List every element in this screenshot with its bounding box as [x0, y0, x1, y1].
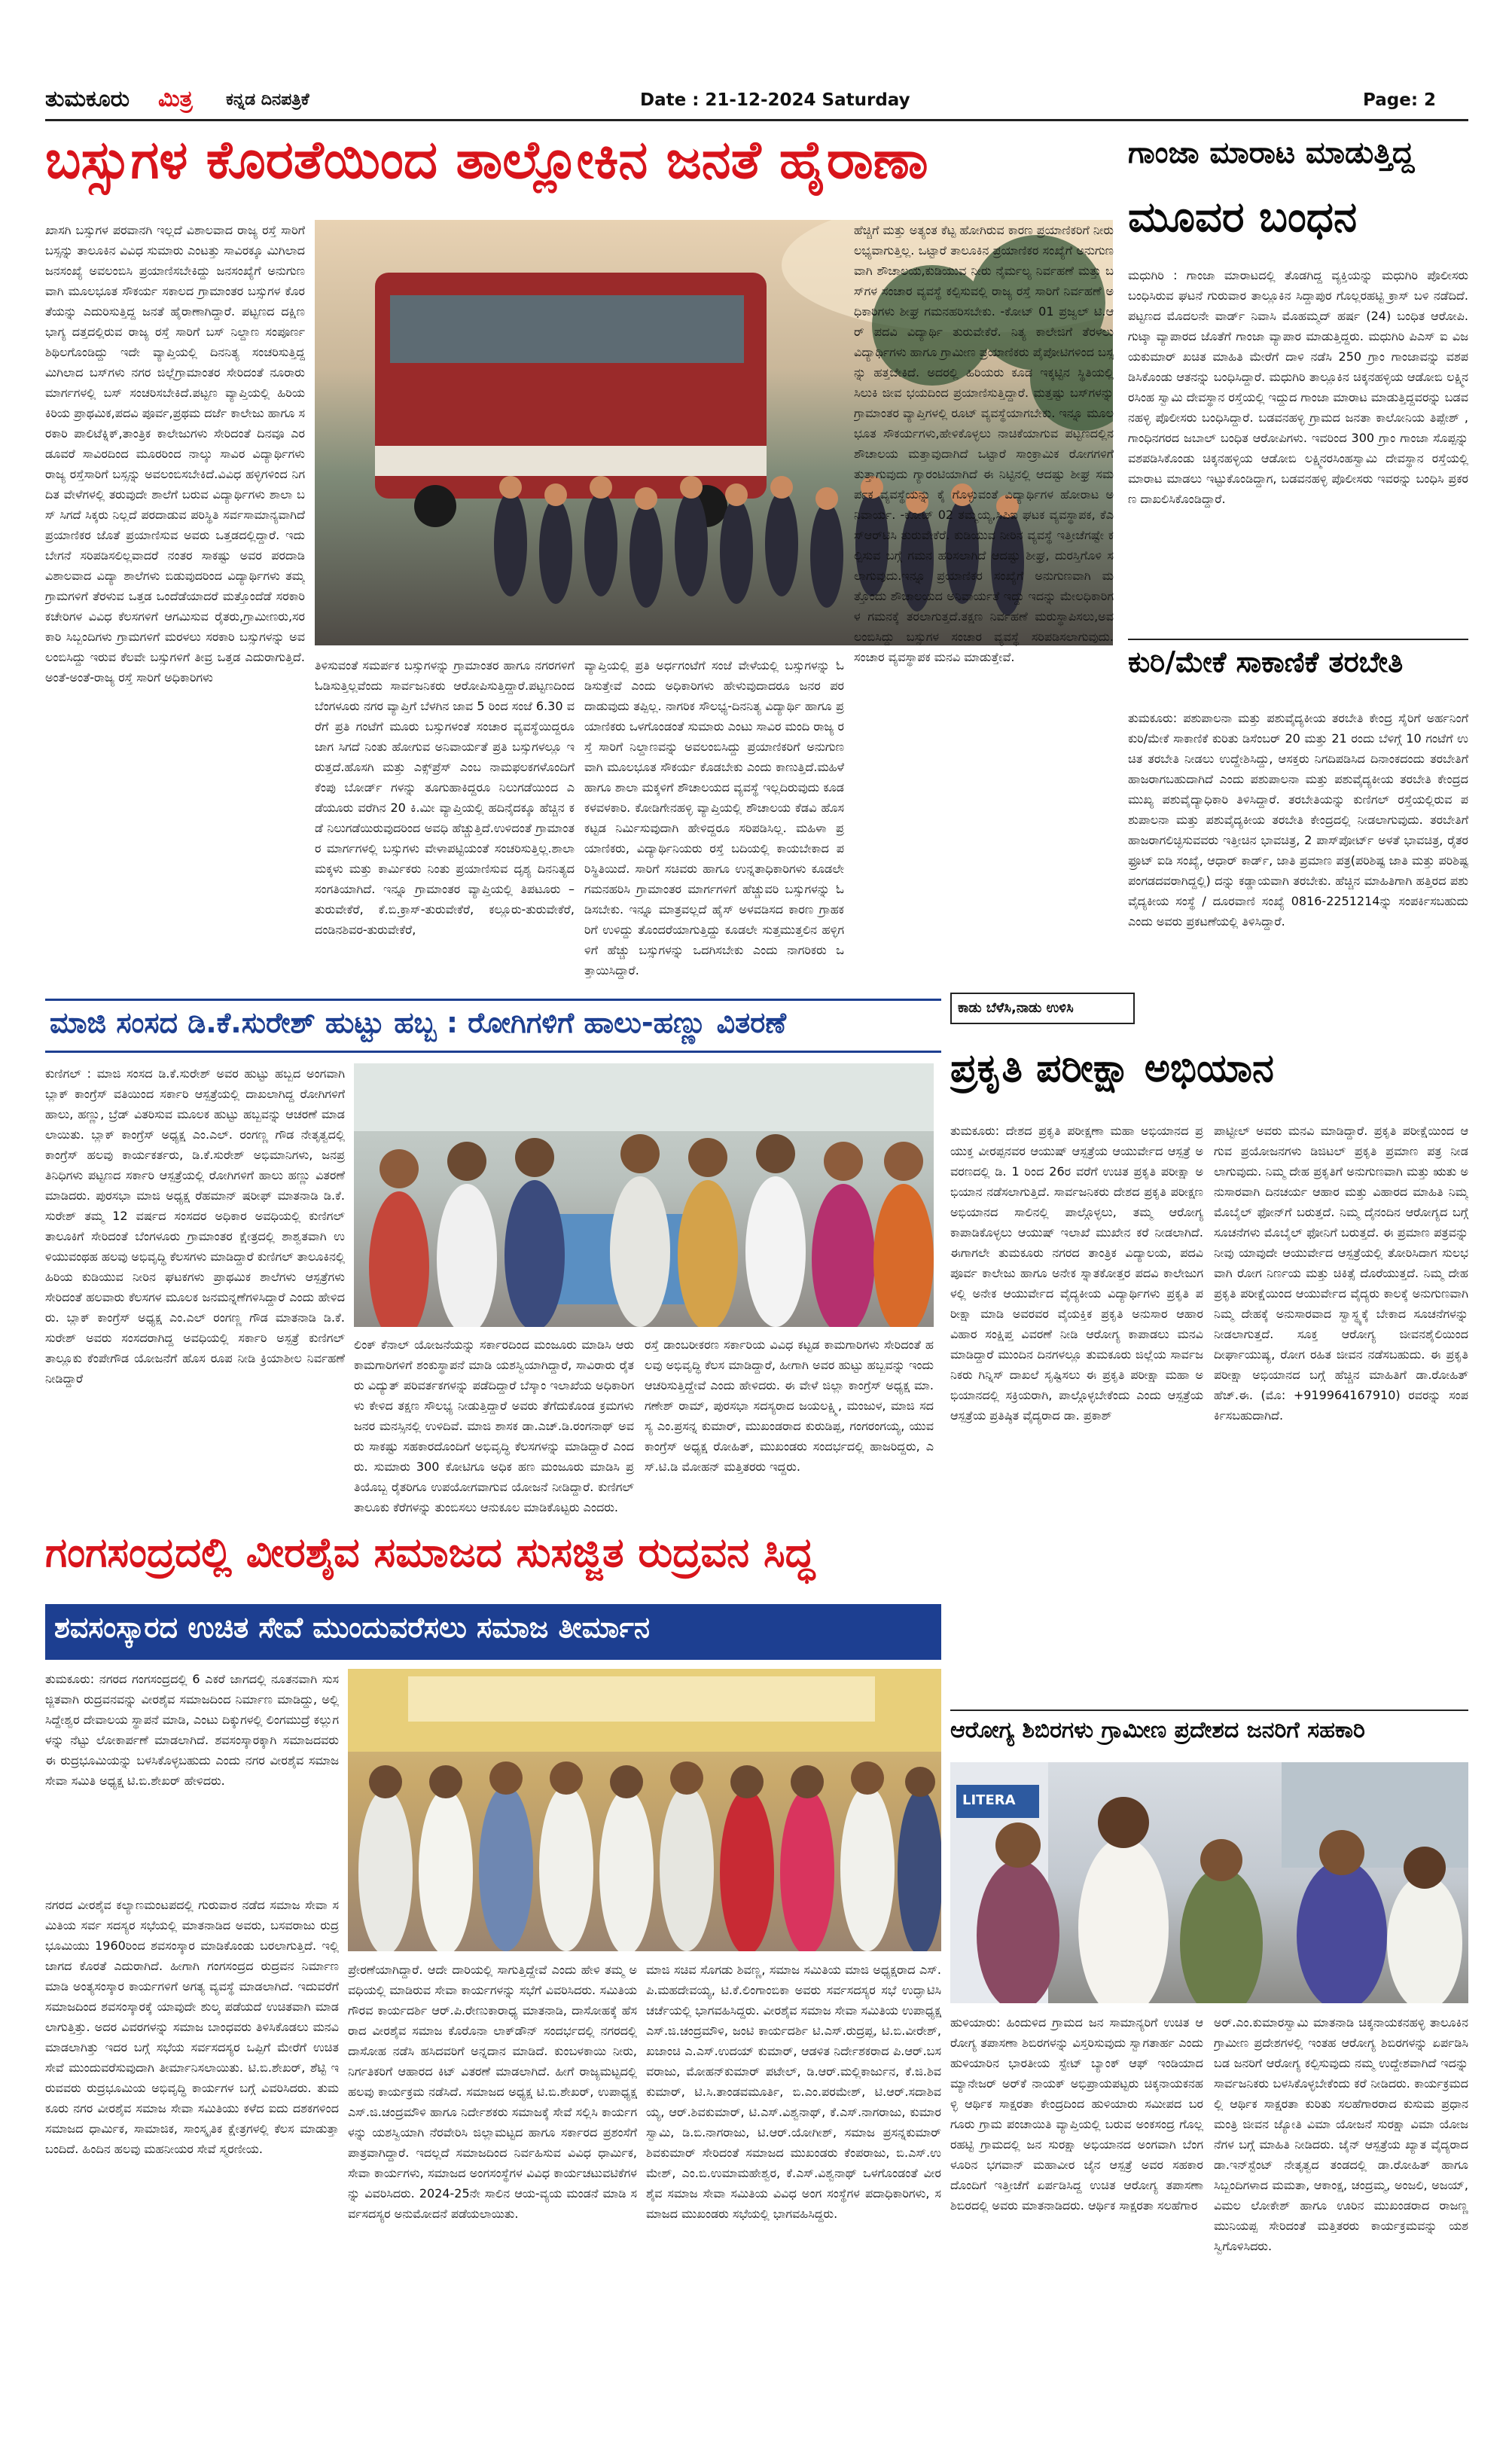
- sheep-goat-training-body: ತುಮಕೂರು: ಪಶುಪಾಲನಾ ಮತ್ತು ಪಶುವೈದ್ಯಕೀಯ ತರಬೇತಿ ಕೇಂದ್ರ ಸೈರಿಗೆ ಅರ್ಹನಿಂಗೆ ಕುರಿ/ಮೇಕೆ ಸಾಕಾಣಿಕೆ ಕುರಿತು ಡಿಸೆಂಬರ್ 20 ಮತ್ತು 21 ರಂದು ಬೆಳಿಗ್ಗೆ 10 ಗಂಟೆಗೆ ಉಚಿತ ತರಬೇತಿ ನೀಡಲು ಉದ್ದೇಶಿಸಿದ್ದು, ಆಸಕ್ತರು ನಿಗದಿಪಡಿಸಿದ ದಿನಾಂಕದಂದು ತರಬೇತಿಗೆ ಹಾಜರಾಗಬಹುದಾಗಿದೆ ಎಂದು ಪಶುಪಾಲನಾ ಮತ್ತು ಪಶುವೈದ್ಯಕೀಯ ತರಬೇತಿ ಕೇಂದ್ರದ ಮುಖ್ಯ ಪಶುವೈದ್ಯಾಧಿಕಾರಿ ತಿಳಿಸಿದ್ದಾರೆ. ತರಬೇತಿಯನ್ನು ಕುಣಿಗಲ್ ರಸ್ತೆಯಲ್ಲಿರುವ ಪಶುಪಾಲನಾ ಮತ್ತು ಪಶುವೈದ್ಯಕೀಯ ತರಬೇತಿ ಕೇಂದ್ರದಲ್ಲಿ ನೀಡಲಾಗುವುದು. ತರಬೇತಿಗೆ ಹಾಜರಾಗಲಿಚ್ಛಿಸುವವರು ಇತ್ತೀಚಿನ ಭಾವಚಿತ್ರ, 2 ಪಾಸ್‌ಪೋರ್ಟ್ ಅಳತೆ ಭಾವಚಿತ್ರ, ರೈತರ ಫ್ರೂಟ್ ಐಡಿ ಸಂಖ್ಯೆ, ಆಧಾರ್ ಕಾರ್ಡ್, ಜಾತಿ ಪ್ರಮಾಣ ಪತ್ರ(ಪರಿಶಿಷ್ಟ ಜಾತಿ ಮತ್ತು ಪರಿಶಿಷ್ಟ ಪಂಗಡದವರಾಗಿದ್ದಲ್ಲಿ) ದನ್ನು ಕಡ್ಡಾಯವಾಗಿ ತರಬೇಕು. ಹೆಚ್ಚಿನ ಮಾಹಿತಿಗಾಗಿ ಹತ್ತಿರದ ಪಶು ವೈದ್ಯಕೀಯ ಸಂಸ್ಥೆ / ದೂರವಾಣಿ ಸಂಖ್ಯೆ 0816-2251214ನ್ನು ಸಂಪರ್ಕಿಸಬಹುದು ಎಂದು ಅವರು ಪ್ರಕಟಣೆಯಲ್ಲಿ ತಿಳಿಸಿದ್ದಾರೆ.: [1128, 711, 1468, 929]
- ad-box-text: ಕಾಡು ಬೆಳೆಸಿ,ನಾಡು ಉಳಿಸಿ: [958, 1000, 1074, 1016]
- gangasandra-story-col1b: ನಗರದ ವೀರಶೈವ ಕಲ್ಯಾಣಮಂಟಪದಲ್ಲಿ ಗುರುವಾರ ನಡೆದ ಸಮಾಜ ಸೇವಾ ಸಮಿತಿಯ ಸರ್ವ ಸದಸ್ಯರ ಸಭೆಯಲ್ಲಿ ಮಾತನಾಡಿದ ಅವರು, ಬಸವರಾಜು ರುದ್ರಭೂಮಿಯು 1960ರಿಂದ ಶವಸಂಸ್ಕಾರ ಮಾಡಿಕೊಂಡು ಬರಲಾಗುತ್ತಿದೆ. ಇಲ್ಲಿ ಜಾಗದ ಕೊರತೆ ಎದುರಾಗಿದೆ. ಹೀಗಾಗಿ ಗಂಗಸಂದ್ರದ ರುದ್ರವನ ನಿರ್ಮಾಣ ಮಾಡಿ ಅಂತ್ಯಸಂಸ್ಕಾರ ಕಾರ್ಯಗಳಿಗೆ ಅಗತ್ಯ ವ್ಯವಸ್ಥೆ ಮಾಡಲಾಗಿದೆ. ಇದುವರೆಗೆ ಸಮಾಜದಿಂದ ಶವಸಂಸ್ಕಾರಕ್ಕೆ ಯಾವುದೇ ಶುಲ್ಕ ಪಡೆಯದೆ ಉಚಿತವಾಗಿ ಮಾಡಲಾಗುತ್ತಿತ್ತು. ಅದರ ವಿವರಗಳನ್ನು ಸಮಾಜ ಬಾಂಧವರು ತಿಳಿಸಿಕೊಡಲು ಮನವಿ ಮಾಡಲಾಗಿತ್ತು ಇದರ ಬಗ್ಗೆ ಸಭೆಯ ಸರ್ವಸದಸ್ಯರ ಒಪ್ಪಿಗೆ ಮೇರೆಗೆ ಉಚಿತ ಸೇವೆ ಮುಂದುವರೆಸುವುದಾಗಿ ತೀರ್ಮಾನಿಸಲಾಯಿತು. ಟಿ.ಬಿ.ಶೇಖರ್, ಶೆಟ್ಟಿ ಇರುವವರು ರುದ್ರಭೂಮಿಯ ಅಭಿವೃದ್ಧಿ ಕಾರ್ಯಗಳ ಬಗ್ಗೆ ವಿವರಿಸಿದರು. ತುಮಕೂರು ನಗರ ವೀರಶೈವ ಸಮಾಜ ಸೇವಾ ಸಮಿತಿಯು ಕಳೆದ ಐದು ದಶಕಗಳಿಂದ ಸಮಾಜದ ಧಾರ್ಮಿಕ, ಸಾಮಾಜಿಕ, ಸಾಂಸ್ಕೃತಿಕ ಕ್ಷೇತ್ರಗಳಲ್ಲಿ ಕೆಲಸ ಮಾಡುತ್ತಾ ಬಂದಿದೆ. ಹಿಂದಿನ ಹಲವು ಮಹನೀಯರ ಸೇವೆ ಸ್ಮರಣೀಯ.: [45, 1898, 339, 2156]
- hospital-photo-illustration: [354, 1063, 934, 1327]
- health-camp-photo-sign: [956, 1785, 1039, 1818]
- bus-story-col1: ಖಾಸಗಿ ಬಸ್ಸುಗಳ ಪರವಾನಗಿ ಇಲ್ಲದೆ ವಿಶಾಲವಾದ ರಾಜ್ಯ ರಸ್ತೆ ಸಾರಿಗೆ ಬಸ್ಸನ್ನು ತಾಲೂಕಿನ ವಿವಿಧ ಸುಮಾರು ಎಂಟತ್ತು ಸಾವಿರಕ್ಕೂ ಮಿಗಿಲಾದ ಜನಸಂಖ್ಯೆ ಅವಲಂಬಿಸಿ ಪ್ರಯಾಣಿಸಬೇಕಿದ್ದು ಜನಸಂಖ್ಯೆಗೆ ಅನುಗುಣವಾಗಿ ಮೂಲಭೂತ ಸೌಕರ್ಯ ಸಕಾಲದ ಗ್ರಾಮಾಂತರ ಬಸ್ಸುಗಳ ಕೊರತೆಯನ್ನು ಎದುರಿಸುತ್ತಿದ್ದ ಜನತೆ ಹೈರಾಣಾಗಿದ್ದಾರೆ. ಪಟ್ಟಣದ ದಕ್ಷಿಣಭಾಗ್ಯ ದತ್ತದಲ್ಲಿರುವ ರಾಜ್ಯ ರಸ್ತೆ ಸಾರಿಗೆ ಬಸ್ ನಿಲ್ದಾಣ ಸಂಪೂರ್ಣ ಶಿಥಿಲಗೊಂಡಿದ್ದು ಇದೇ ವ್ಯಾಪ್ತಿಯಲ್ಲಿ ದಿನನಿತ್ಯ ಸಂಚರಿಸುತ್ತಿದ್ದ ಮಿಗಿಲಾದ ಬಸ್‌ಗಳು ನಗರ ಜಿಲ್ಲೆಗ್ರಾಮಾಂತರ ಸೇರಿದಂತೆ ನೂರಾರು ಮಾರ್ಗಗಳಲ್ಲಿ ಬಸ್ ಸಂಚರಿಸಬೇಕಿದೆ.ಪಟ್ಟಣ ವ್ಯಾಪ್ತಿಯಲ್ಲಿ ಹಿರಿಯ ಕಿರಿಯ ಪ್ರಾಥಮಿಕ,ಪದವಿ ಪೂರ್ವ,ಪ್ರಥಮ ದರ್ಜೆ ಕಾಲೇಜು ಹಾಗೂ ಸರಕಾರಿ ಪಾಲಿಟೆಕ್ನಿಕ್,ತಾಂತ್ರಿಕ ಕಾಲೇಜುಗಳು ಸೇರಿದಂತೆ ದಿನವೂ ಎರಡೂವರೆ ಸಾವಿರದಿಂದ ಮೂರರಿಂದ ನಾಲ್ಕು ಸಾವಿರ ವಿದ್ಯಾರ್ಥಿಗಳು ರಾಜ್ಯ ರಸ್ತೆಸಾರಿಗೆ ಬಸ್ಸನ್ನು ಅವಲಂಬಿಸಬೇಕಿದೆ.ವಿವಿಧ ಹಳ್ಳಿಗಳಿಂದ ನಿಗದಿತ ವೇಳೆಗಳಲ್ಲಿ ತರುವುದೇ ಶಾಲೆಗೆ ಬರುವ ವಿದ್ಯಾರ್ಥಿಗಳು ಶಾಲಾ ಬಸ್ ಸಿಗದೆ ಸಿಕ್ಕರು ನಿಲ್ಲದೆ ಪರದಾಡುವ ಪರಿಸ್ಥಿತಿ ಸರ್ವಸಾಮಾನ್ಯವಾಗಿದೆ ಪ್ರಯಾಣಿಕರ ಜೊತೆ ಪ್ರಯಾಣಿಸುವ ಅವರು ಒತ್ತಡದಲ್ಲಿದ್ದಾರೆ. ಇದು ಬೇಗನೆ ಸರಿಪಡಿಸಲಿಲ್ಲವಾದರೆ ನಂತರ ಸಾಕಷ್ಟು ಅವರ ಪರದಾಡಿ ವಿಶಾಲವಾದ ವಿದ್ಯಾ ಶಾಲೆಗಳು ಬಿಡುವುದರಿಂದ ವಿದ್ಯಾರ್ಥಿಗಳು ತಮ್ಮ ಗ್ರಾಮಗಳಿಗೆ ತೆರಳುವ ಒತ್ತಡ ಒಂದೆಡೆಯಾದರೆ ಮತ್ತೊಂದೆಡೆ ಸರಕಾರಿ ಕಚೇರಿಗಳ ವಿವಿಧ ಕೆಲಸಗಳಿಗೆ ಆಗಮಿಸುವ ರೈತರು,ಗ್ರಾಮೀಣರು,ಸರಕಾರಿ ಸಿಬ್ಬಂದಿಗಳು ಗ್ರಾಮಗಳಿಗೆ ಮರಳಲು ಸರಕಾರಿ ಬಸ್ಸುಗಳನ್ನು ಅವಲಂಬಿಸಿದ್ದು ಇರುವ ಕೆಲವೇ ಬಸ್ಸುಗಳಿಗೆ ತೀವ್ರ ಒತ್ತಡ ಎದುರಾಗುತ್ತಿದೆ. ಅಂತೆ-ಅಂತೆ-ರಾಜ್ಯ ರಸ್ತೆ ಸಾರಿಗೆ ಅಧಿಕಾರಿಗಳು: [45, 223, 305, 685]
- masthead-rule: [45, 119, 1468, 121]
- suresh-story-col3: ರಸ್ತೆ ಡಾಂಬರೀಕರಣ ಸರ್ಕಾರಿಯ ವಿವಿಧ ಕಟ್ಟಡ ಕಾಮಗಾರಿಗಳು ಸೇರಿದಂತೆ ಹಲವು ಅಭಿವೃದ್ಧಿ ಕೆಲಸ ಮಾಡಿದ್ದಾರೆ, ಹೀಗಾಗಿ ಅವರ ಹುಟ್ಟು ಹಬ್ಬವನ್ನು ಇಂದು ಆಚರಿಸುತ್ತಿದ್ದೇವೆ ಎಂದು ಹೇಳಿದರು. ಈ ವೇಳೆ ಜಿಲ್ಲಾ ಕಾಂಗ್ರೆಸ್ ಅಧ್ಯಕ್ಷ ಮಾ.ಗಣೇಶ್ ರಾಮ್, ಪುರಸಭಾ ಸದಸ್ಯರಾದ ಜಯಲಕ್ಷ್ಮಿ, ಮಂಜುಳ, ಮಾಜಿ ಸದಸ್ಯ ಎಂ.ಪ್ರಸನ್ನ ಕುಮಾರ್, ಮುಖಂಡರಾದ ಕುರುಡಿಪ್ಪ, ಗಂಗರಂಗಯ್ಯ, ಯುವ ಕಾಂಗ್ರೆಸ್ ಅಧ್ಯಕ್ಷ ರೋಹಿತ್, ಮುಖಂಡರು ಸಂದರ್ಭದಲ್ಲಿ ಹಾಜರಿದ್ದರು, ಎಸ್.ಟಿ.ಡಿ ಮೋಹನ್ ಮತ್ತಿತರರು ಇದ್ದರು.: [645, 1337, 934, 1474]
- gangasandra-story-col3: ಮಾಜಿ ಸಚಿವ ಸೊಗಡು ಶಿವಣ್ಣ, ಸಮಾಜ ಸಮಿತಿಯ ಮಾಜಿ ಅಧ್ಯಕ್ಷರಾದ ಎಸ್.ಪಿ.ಮಹದೇವಯ್ಯ, ಟಿ.ಕೆ.ಲಿಂಗಾಂಬಿಕಾ ಅವರು ಸರ್ವಸದಸ್ಯರ ಸಭೆ ಉದ್ಘಾಟಿಸಿ ಚರ್ಚೆಯಲ್ಲಿ ಭಾಗವಹಿಸಿದ್ದರು. ವೀರಶೈವ ಸಮಾಜ ಸೇವಾ ಸಮಿತಿಯ ಉಪಾಧ್ಯಕ್ಷ ಎಸ್.ಜಿ.ಚಂದ್ರಮೌಳಿ, ಜಂಟಿ ಕಾರ್ಯದರ್ಶಿ ಟಿ.ಎಸ್.ರುದ್ರಪ್ಪ, ಟಿ.ಬಿ.ವೀರೇಶ್, ಖಜಾಂಚಿ ಎ.ಎಸ್.ಉದಯ್ ಕುಮಾರ್, ಆಡಳಿತ ನಿರ್ದೇಶಕರಾದ ಪಿ.ಆರ್.ಬಸವರಾಜು, ಮೋಹನ್‌ಕುಮಾರ್ ಪಟೇಲ್, ಡಿ.ಆರ್.ಮಲ್ಲಿಕಾರ್ಜುನ, ಕೆ.ಜಿ.ಶಿವಕುಮಾರ್, ಟಿ.ಸಿ.ತಾಂಡವಮೂರ್ತಿ, ಬಿ.ಎಂ.ಪರಮೇಶ್, ಟಿ.ಆರ್.ಸದಾಶಿವಯ್ಯ, ಆರ್.ಶಿವಕುಮಾರ್, ಟಿ.ಎಸ್.ವಿಶ್ವನಾಥ್, ಕೆ.ಎಸ್.ನಾಗರಾಜು, ಕುಮಾರಸ್ವಾಮಿ, ಡಿ.ಬಿ.ನಾಗರಾಜು, ಟಿ.ಆರ್.ಯೋಗೀಶ್, ಸಮಾಜ ಪ್ರಸನ್ನಕುಮಾರ್ ಶಿವಕುಮಾರ್ ಸೇರಿದಂತೆ ಸಮಾಜದ ಮುಖಂಡರು ಕೆಂಪರಾಜು, ಬಿ.ಎಸ್.ಉಮೇಶ್, ಎಂ.ಬಿ.ಉಮಾಮಹೇಶ್ವರ, ಕೆ.ಎಸ್.ವಿಶ್ವನಾಥ್ ಒಳಗೊಂಡಂತೆ ವೀರಶೈವ ಸಮಾಜ ಸೇವಾ ಸಮಿತಿಯ ವಿವಿಧ ಅಂಗ ಸಂಸ್ಥೆಗಳ ಪದಾಧಿಕಾರಿಗಳು, ಸಮಾಜದ ಮುಖಂಡರು ಸಭೆಯಲ್ಲಿ ಭಾಗವಹಿಸಿದ್ದರು.: [646, 1963, 941, 2221]
- ganja-bottom-rule: [1128, 639, 1468, 640]
- gangasandra-headline: ಗಂಗಸಂದ್ರದಲ್ಲಿ ವೀರಶೈವ ಸಮಾಜದ ಸುಸಜ್ಜಿತ ರುದ್ರವನ ಸಿದ್ಧ: [45, 1532, 815, 1576]
- health-camp-photo: [950, 1762, 1468, 2003]
- meeting-photo-illustration: [348, 1669, 941, 1951]
- health-camp-story-col1: ಹುಳಿಯಾರು: ಹಿಂದುಳಿದ ಗ್ರಾಮದ ಜನ ಸಾಮಾನ್ಯರಿಗೆ ಉಚಿತ ಆರೋಗ್ಯ ತಪಾಸಣಾ ಶಿಬಿರಗಳನ್ನು ವಿಸ್ತರಿಸುವುದು ಸ್ವಾಗತಾರ್ಹ ಎಂದು ಹುಳಿಯಾರಿನ ಭಾರತೀಯ ಸ್ಟೇಟ್ ಬ್ಯಾಂಕ್ ಆಫ್ ಇಂಡಿಯಾದ ಮ್ಯಾನೇಜರ್ ಅರ್‌ಕೆ ನಾಯಕ್ ಅಭಿಪ್ರಾಯಪಟ್ಟರು ಚಿಕ್ಕನಾಯಕನಹಳ್ಳಿ ಆರ್ಥಿಕ ಸಾಕ್ಷರತಾ ಕೇಂದ್ರದಿಂದ ಹುಳಿಯಾರು ಸಮೀಪದ ಬರಗೂರು ಗ್ರಾಮ ಪಂಚಾಯಿತಿ ವ್ಯಾಪ್ತಿಯಲ್ಲಿ ಬರುವ ಅಂಕಸಂದ್ರ ಗೊಲ್ಲರಹಟ್ಟಿ ಗ್ರಾಮದಲ್ಲಿ ಜನ ಸುರಕ್ಷಾ ಅಭಿಯಾನದ ಅಂಗವಾಗಿ ಬೆಂಗಳೂರಿನ ಭಗವಾನ್ ಮಹಾವೀರ ಜೈನ ಆಸ್ಪತ್ರೆ ಅವರ ಸಹಕಾರದೊಂದಿಗೆ ಇತ್ತೀಚೆಗೆ ಏರ್ಪಡಿಸಿದ್ದ ಉಚಿತ ಆರೋಗ್ಯ ತಪಾಸಣಾ ಶಿಬಿರದಲ್ಲಿ ಅವರು ಮಾತನಾಡಿದರು. ಆರ್ಥಿಕ ಸಾಕ್ಷರತಾ ಸಲಹೆಗಾರ: [950, 2015, 1203, 2213]
- prakruti-headline: ಪ್ರಕೃತಿ ಪರೀಕ್ಷಾ ಅಭಿಯಾನ: [950, 1048, 1274, 1091]
- masthead-subtitle: ಕನ್ನಡ ದಿನಪತ್ರಿಕೆ: [226, 90, 309, 109]
- arogya-top-rule: [950, 1710, 1468, 1711]
- masthead-date: Date : 21-12-2024 Saturday: [640, 90, 910, 110]
- bus-story-col4: ಹೆಚ್ಚಿಗೆ ಮತ್ತು ಅತ್ಯಂತ ಕೆಟ್ಟ ಹೋಗಿರುವ ಕಾರಣ ಪ್ರಯಾಣಿಕರಿಗೆ ನೀರು ಲಭ್ಯವಾಗುತ್ತಿಲ್ಲ. ಒಟ್ಟಾರೆ ತಾಲೂಕಿನ ಪ್ರಯಾಣಿಕರ ಸಂಖ್ಯೆಗೆ ಅನುಗುಣವಾಗಿ ಶೌಚಾಲಯ,ಕುಡಿಯುವ ನೀರು ನೈರ್ಮಲ್ಯ ನಿರ್ವಹಣೆ ಮತ್ತು ಬಸ್‌ಗಳ ಸಂಚಾರ ವ್ಯವಸ್ಥೆ ಕಲ್ಪಿಸುವಲ್ಲಿ ರಾಜ್ಯ ರಸ್ತೆ ಸಾರಿಗೆ ನಿರ್ವಹಣೆ ಅಧಿಕಾರಿಗಳು ಶೀಘ್ರ ಗಮನಹರಿಸಬೇಕು. -ಕೋಟ್ 01 ಪ್ರಜ್ವಲ್ ಟಿ.ಆರ್ ಪದವಿ ವಿದ್ಯಾರ್ಥಿ ತುರುವೇಕೆರೆ. ನಿತ್ಯ ಕಾಲೇಜಿಗೆ ತೆರಳಲು ವಿದ್ಯಾರ್ಥಿಗಳು ಹಾಗೂ ಗ್ರಾಮೀಣ ಪ್ರಯಾಣಿಕರು ಪೈಪೋಟಿಗಳಿಂದ ಬಸ್ಸನ್ನು ಹತ್ತಬೇಕಿದೆ. ಅದರಲ್ಲಿ ಹಿರಿಯರು ಕೂಡ ಇಕ್ಕಟ್ಟಿನ ಸ್ಥಿತಿಯಲ್ಲಿ ಸಿಲುಕಿ ಜೀವ ಭಯದಿಂದ ಪ್ರಯಾಣಿಸುತ್ತಿದ್ದಾರೆ. ಮತ್ತಷ್ಟು ಬಸ್‌ಗಳನ್ನು ಗ್ರಾಮಾಂತರ ವ್ಯಾಪ್ತಿಗಳಲ್ಲಿ ರೂಟ್ ವ್ಯವಸ್ಥೆಯಾಗಬೇಕು. ಇನ್ನೂ ಮೂಲಭೂತ ಸೌಕರ್ಯಗಳು,ಹೇಳಿಕೊಳ್ಳಲು ನಾಚಿಕೆಯಾಗುವ ಪಟ್ಟಣದಲ್ಲಿನ ಶೌಚಾಲಯ ಮತ್ತಾವುದಾಗಿದೆ ಒಟ್ಟಾರೆ ಸಾಂಕ್ರಾಮಿಕ ರೋಗಗಳಿಗೆ ತುತ್ತಾಗುವುದು ಗ್ಯಾರಂಟಿಯಾಗಿದೆ ಈ ನಿಟ್ಟಿನಲ್ಲಿ ಆದಷ್ಟು ಶೀಘ್ರ ಸಮರ್ಪಕ ವ್ಯವಸ್ಥೆಯನ್ನು ಕೈ ಗೊಳ್ಳುವಂತೆ ವಿದ್ಯಾರ್ಥಿಗಳ ಹೋರಾಟ ಅನಿವಾರ್ಯ. -ಕೋಟ್ 02 ತಮ್ಮಯ್ಯ,ಸಿಪಿಐ ಘಟಕ ವ್ಯವಸ್ಥಾಪಕ, ಕೆಎಸ್ಆರ್‌ಟಿಸಿ ತುರುವೇಕೆರೆ. ಕುಡಿಯುವ ನೀರಿನ ವ್ಯವಸ್ಥೆ ಇತ್ತೀಚೆಗಷ್ಟೇ ಕಲ್ಪಿಸುವ ಬಗ್ಗೆ ಗಮನ ಹರಿಸಲಾಗಿದೆ ಆದಷ್ಟು ಶೀಘ್ರ, ದುರಸ್ತಿಗೊಳಿ ಸಲಾಗುವುದು.ಇನ್ನೂ ಪ್ರಯಾಣಿಕರ ಸಂಖ್ಯೆಗೆ ಅನುಗುಣವಾಗಿ ಮತ್ತೊಂದು ಶೌಚಾಲಯದ ಅನಿವಾರ್ಯತೆ ಇದ್ದು ಇದನ್ನು ಮೇಲಧಿಕಾರಿಗಳ ಗಮನಕ್ಕೆ ತರಲಾಗುತ್ತದೆ.ತಕ್ಷಣ ನಿರ್ವಹಣೆ ಮರುಸ್ಥಾಪಿಸಲು,ಅವಲಂಬಿಸಿದ್ದು ಬಸ್ಸುಗಳ ಸಂಚಾರ ವ್ಯವಸ್ಥೆ ಸರಿಪಡಿಸಲಾಗುವುದು. ಸಂಚಾರ ವ್ಯವಸ್ಥಾಪಕ ಮನವಿ ಮಾಡುತ್ತೇವೆ.: [854, 223, 1114, 664]
- prakruti-story-col1: ತುಮಕೂರು: ದೇಶದ ಪ್ರಕೃತಿ ಪರೀಕ್ಷಣಾ ಮಹಾ ಅಭಿಯಾನದ ಪ್ರಯುಕ್ತ ವೀರಪ್ಪನವರ ಆಯುಷ್ ಆಸ್ಪತ್ರೆಯ ಆಯುರ್ವೇದ ಆಸ್ಪತ್ರೆ ಅವರಣದಲ್ಲಿ ಡಿ. 1 ರಿಂದ 26ರ ವರೆಗೆ ಉಚಿತ ಪ್ರಕೃತಿ ಪರೀಕ್ಷಾ ಅಭಿಯಾನ ನಡೆಸಲಾಗುತ್ತಿದೆ. ಸಾರ್ವಜನಿಕರು ದೇಶದ ಪ್ರಕೃತಿ ಪರೀಕ್ಷಣ ಅಭಿಯಾನದ ಸಾಲಿನಲ್ಲಿ ಪಾಲ್ಗೊಳ್ಳಲು, ತಮ್ಮ ಆರೋಗ್ಯ ಕಾಪಾಡಿಕೊಳ್ಳಲು ಆಯುಷ್ ಇಲಾಖೆ ಮುಖೇನ ಕರೆ ನೀಡಲಾಗಿದೆ. ಈಗಾಗಲೇ ತುಮಕೂರು ನಗರದ ತಾಂತ್ರಿಕ ವಿದ್ಯಾಲಯ, ಪದವಿ ಪೂರ್ವ ಕಾಲೇಜು ಹಾಗೂ ಅನೇಕ ಸ್ನಾತಕೋತ್ತರ ಪದವಿ ಕಾಲೇಜುಗಳಲ್ಲಿ ಅನೇಕ ಆಯುರ್ವೇದ ವೈದ್ಯಕೀಯ ವಿದ್ಯಾರ್ಥಿಗಳು ಪ್ರಕೃತಿ ಪರೀಕ್ಷಾ ಮಾಡಿ ಅವರವರ ವೈಯಕ್ತಿಕ ಪ್ರಕೃತಿ ಅನುಸಾರ ಆಹಾರ ವಿಹಾರ ಸಂಕ್ಷಿಪ್ತ ವಿವರಣೆ ನೀಡಿ ಆರೋಗ್ಯ ಕಾಪಾಡಲು ಮನವಿ ಮಾಡಿದ್ದಾರೆ ಮುಂದಿನ ದಿನಗಳಲ್ಲೂ ತುಮಕೂರು ಜಿಲ್ಲೆಯ ಸಾರ್ವಜನಿಕರು ಗಿನ್ನಿಸ್ ದಾಖಲೆ ಸೃಷ್ಟಿಸಲು ಈ ಪ್ರಕೃತಿ ಪರೀಕ್ಷಾ ಮಹಾ ಅಭಿಯಾನದಲ್ಲಿ ಸಕ್ರಿಯರಾಗಿ, ಪಾಲ್ಗೊಳ್ಳಬೇಕೆಂದು ಎಂದು ಆಸ್ಪತ್ರೆಯ ಆಸ್ಪತ್ರೆಯ ಪ್ರತಿಷ್ಠಿತ ವೈದ್ಯರಾದ ಡಾ. ಪ್ರಕಾಶ್: [950, 1124, 1203, 1423]
- hospital-fruit-distribution-photo: [354, 1063, 934, 1327]
- prakruti-story-col2: ಪಾಟ್ಟೀಲ್ ಅವರು ಮನವಿ ಮಾಡಿದ್ದಾರೆ. ಪ್ರಕೃತಿ ಪರೀಕ್ಷೆಯಿಂದ ಆಗುವ ಪ್ರಯೋಜನಗಳು ಡಿಜಿಟಲ್ ಪ್ರಕೃತಿ ಪ್ರಮಾಣ ಪತ್ರ ನೀಡಲಾಗುವುದು. ನಿಮ್ಮ ದೇಹ ಪ್ರಕೃತಿಗೆ ಅನುಗುಣವಾಗಿ ಮತ್ತು ಋತು ಅನುಸಾರವಾಗಿ ದಿನಚರ್ಯ ಆಹಾರ ಮತ್ತು ವಿಹಾರದ ಮಾಹಿತಿ ನಿಮ್ಮ ಮೊಬೈಲ್ ಫೋನ್‌ಗೆ ಬರುತ್ತದೆ. ನಿಮ್ಮ ದೈನಂದಿನ ಆರೋಗ್ಯದ ಬಗ್ಗೆ ಸೂಚನೆಗಳು ಮೊಬೈಲ್ ಫೋನಿಗೆ ಬರುತ್ತದೆ. ಈ ಪ್ರಮಾಣ ಪತ್ರವನ್ನು ನೀವು ಯಾವುದೇ ಆಯುರ್ವೇದ ಆಸ್ಪತ್ರೆಯಲ್ಲಿ ತೋರಿಸಿದಾಗ ಸುಲಭವಾಗಿ ರೋಗ ನಿರ್ಣಯ ಮತ್ತು ಚಿಕಿತ್ಸೆ ದೊರೆಯುತ್ತದೆ. ನಿಮ್ಮ ದೇಹ ಪ್ರಕೃತಿ ಪರೀಕ್ಷೆಯಿಂದ ಆಯುರ್ವೇದ ವೈದ್ಯರು ಕಾಲಕ್ಕೆ ಅನುಗುಣವಾಗಿ ನಿಮ್ಮ ದೇಹಕ್ಕೆ ಅನುಸಾರವಾದ ಸ್ವಾಸ್ಥ್ಯಕ್ಕೆ ಬೇಕಾದ ಸೂಚನೆಗಳನ್ನು ನೀಡಲಾಗುತ್ತದೆ. ಸೂಕ್ತ ಆರೋಗ್ಯ ಜೀವನಶೈಲಿಯಿಂದ ದೀರ್ಘಾಯುಷ್ಯ, ರೋಗ ರಹಿತ ಜೀವನ ನಡೆಸಬಹುದು. ಈ ಪ್ರಕೃತಿ ಪರೀಕ್ಷಾ ಅಭಿಯಾನದ ಬಗ್ಗೆ ಹೆಚ್ಚಿನ ಮಾಹಿತಿಗೆ ಡಾ.ರೋಹಿತ್ ಹೆಚ್.ಈ. (ಮೊ: +919964167910) ರವರನ್ನು ಸಂಪರ್ಕಿಸಬಹುದಾಗಿದೆ.: [1214, 1124, 1468, 1423]
- suresh-headline-banner: [45, 999, 941, 1053]
- health-camp-headline: ಆರೋಗ್ಯ ಶಿಬಿರಗಳು ಗ್ರಾಮೀಣ ಪ್ರದೇಶದ ಜನರಿಗೆ ಸಹಕಾರಿ: [950, 1719, 1365, 1743]
- ad-box: [950, 993, 1135, 1024]
- health-camp-story-col2: ಅರ್.ಎಂ.ಕುಮಾರಸ್ವಾಮಿ ಮಾತನಾಡಿ ಚಿಕ್ಕನಾಯಕನಹಳ್ಳಿ ತಾಲೂಕಿನ ಗ್ರಾಮೀಣ ಪ್ರದೇಶಗಳಲ್ಲಿ ಇಂತಹ ಆರೋಗ್ಯ ಶಿಬಿರಗಳನ್ನು ಏರ್ಪಡಿಸಿ ಬಡ ಜನರಿಗೆ ಆರೋಗ್ಯ ಕಲ್ಪಿಸುವುದು ನಮ್ಮ ಉದ್ದೇಶವಾಗಿದೆ ಇದನ್ನು ಸಾರ್ವಜನಿಕರು ಬಳಸಿಕೊಳ್ಳಬೇಕೆಂದು ಕರೆ ನೀಡಿದರು. ಕಾರ್ಯಕ್ರಮದಲ್ಲಿ ಆರ್ಥಿಕ ಸಾಕ್ಷರತಾ ಕುರಿತು ಸಲಹೆಗಾರರಾದ ಕುಸುಮ ಪ್ರಧಾನಮಂತ್ರಿ ಜೀವನ ಜ್ಯೋತಿ ವಿಮಾ ಯೋಜನೆ ಸುರಕ್ಷಾ ವಿಮಾ ಯೋಜನೆಗಳ ಬಗ್ಗೆ ಮಾಹಿತಿ ನೀಡಿದರು. ಜೈನ್ ಆಸ್ಪತ್ರೆಯ ಖ್ಯಾತ ವೈದ್ಯರಾದ ಡಾ.ಇನ್‌ಸ್ಟೆಂಟ್ ನೇತೃತ್ವದ ತಂಡದಲ್ಲಿ ಡಾ.ರೋಹಿತ್ ಹಾಗೂ ಸಿಬ್ಬಂದಿಗಳಾದ ಮಮತಾ, ಆಕಾಂಕ್ಷ, ಚಂದ್ರಮ್ಮ, ಅಂಜಲಿ, ಅಜಯ್, ವಿಮಲ ಲೋಕೇಶ್ ಹಾಗೂ ಊರಿನ ಮುಖಂಡರಾದ ರಾಜಣ್ಣ ಮುನಿಯಪ್ಪ ಸೇರಿದಂತೆ ಮತ್ತಿತರರು ಕಾರ್ಯಕ್ರಮವನ್ನು ಯಶಸ್ವಿಗೊಳಿಸಿದರು.: [1214, 2015, 1468, 2253]
- suresh-story-col1: ಕುಣಿಗಲ್ : ಮಾಜಿ ಸಂಸದ ಡಿ.ಕೆ.ಸುರೇಶ್ ಅವರ ಹುಟ್ಟು ಹಬ್ಬದ ಅಂಗವಾಗಿ ಬ್ಲಾಕ್ ಕಾಂಗ್ರೆಸ್ ವತಿಯಿಂದ ಸರ್ಕಾರಿ ಆಸ್ಪತ್ರೆಯಲ್ಲಿ ದಾಖಲಾಗಿದ್ದ ರೋಗಿಗಳಿಗೆ ಹಾಲು, ಹಣ್ಣು, ಬ್ರೆಡ್ ವಿತರಿಸುವ ಮೂಲಕ ಹುಟ್ಟು ಹಬ್ಬವನ್ನು ಆಚರಣೆ ಮಾಡಲಾಯಿತು. ಬ್ಲಾಕ್ ಕಾಂಗ್ರೆಸ್ ಅಧ್ಯಕ್ಷ ಎಂ.ಎಲ್. ರಂಗಣ್ಣ ಗೌಡ ನೇತೃತ್ವದಲ್ಲಿ ಕಾಂಗ್ರೆಸ್ ಹಲವು ಕಾರ್ಯಕರ್ತರು, ಡಿ.ಕೆ.ಸುರೇಶ್ ಅಭಿಮಾನಿಗಳು, ಜನಪ್ರತಿನಿಧಿಗಳು ಪಟ್ಟಣದ ಸರ್ಕಾರಿ ಆಸ್ಪತ್ರೆಯಲ್ಲಿ ರೋಗಿಗಳಿಗೆ ಹಾಲು ಹಣ್ಣು ವಿತರಣೆ ಮಾಡಿದರು. ಪುರಸಭಾ ಮಾಜಿ ಅಧ್ಯಕ್ಷ ರೆಹಮಾನ್ ಷರೀಫ್ ಮಾತನಾಡಿ ಡಿ.ಕೆ.ಸುರೇಶ್ ತಮ್ಮ 12 ವರ್ಷದ ಸಂಸದರ ಅಧಿಕಾರ ಅವಧಿಯಲ್ಲಿ ಕುಣಿಗಲ್ ತಾಲೂಕಿಗೆ ಸೇರಿದಂತೆ ಬೆಂಗಳೂರು ಗ್ರಾಮಾಂತರ ಕ್ಷೇತ್ರದಲ್ಲಿ ಶಾಶ್ವತವಾಗಿ ಉಳಿಯುವಂಥಹ ಹಲವು ಅಭಿವೃದ್ಧಿ ಕೆಲಸಗಳು ಮಾಡಿದ್ದಾರೆ ಕುಣಿಗಲ್ ತಾಲೂಕಿನಲ್ಲಿ ಹಿರಿಯ ಕುಡಿಯುವ ನೀರಿನ ಘಟಕಗಳು ಪ್ರಾಥಮಿಕ ಶಾಲೆಗಳು ಆಸ್ಪತ್ರೆಗಳು ಸೇರಿದಂತೆ ಹಲವಾರು ಕೆಲಸಗಳ ಮೂಲಕ ಜನಮನ್ನಣೆಗಳಿಸಿದ್ದಾರೆ ಎಂದು ಹೇಳಿದರು. ಬ್ಲಾಕ್ ಕಾಂಗ್ರೆಸ್ ಅಧ್ಯಕ್ಷ ಎಂ.ಎಲ್ ರಂಗಣ್ಣ ಗೌಡ ಮಾತನಾಡಿ ಡಿ.ಕೆ.ಸುರೇಶ್ ಅವರು ಸಂಸದರಾಗಿದ್ದ ಅವಧಿಯಲ್ಲಿ ಸರ್ಕಾರಿ ಅಸ್ಪತ್ರೆ ಕುಣಿಗಲ್ ತಾಲ್ಲೂಕು ಕೆಂಪೇಗೌಡ ಯೋಜನೆಗೆ ಹೊಸ ರೂಪ ನೀಡಿ ಕ್ರಿಯಾಶೀಲ ನಿರ್ವಹಣೆ ನೀಡಿದ್ದಾರೆ: [45, 1066, 345, 1386]
- suresh-story-col2: ಲಿಂಕ್ ಕೆನಾಲ್ ಯೋಜನೆಯನ್ನು ಸರ್ಕಾರದಿಂದ ಮಂಜೂರು ಮಾಡಿಸಿ ಆರು ಕಾಮಗಾರಿಗಳಿಗೆ ಶಂಕುಸ್ಥಾಪನೆ ಮಾಡಿ ಯಶಸ್ವಿಯಾಗಿದ್ದಾರೆ, ಸಾವಿರಾರು ರೈತರು ವಿದ್ಯುತ್ ಪರಿವರ್ತಕಗಳನ್ನು ಪಡೆದಿದ್ದಾರೆ ಬೆಸ್ಕಾಂ ಇಲಾಖೆಯ ಅಧಿಕಾರಿಗಳು ಕೇಳಿದ ತಕ್ಷಣ ಸೌಲಭ್ಯ ನೀಡುತ್ತಿದ್ದಾರೆ ಅವರು ತೆಗೆದುಕೊಂಡ ಕ್ರಮಗಳು ಜನರ ಮನಸ್ಸಿನಲ್ಲಿ ಉಳಿದಿವೆ. ಮಾಜಿ ಶಾಸಕ ಡಾ.ಎಚ್.ಡಿ.ರಂಗನಾಥ್ ಅವರು ಸಾಕಷ್ಟು ಸಹಕಾರದೊಂದಿಗೆ ಅಭಿವೃದ್ಧಿ ಕೆಲಸಗಳನ್ನು ಮಾಡಿದ್ದಾರೆ ಎಂದರು. ಸುಮಾರು 300 ಕೋಟಿಗೂ ಅಧಿಕ ಹಣ ಮಂಜೂರು ಮಾಡಿಸಿ ಪ್ರತಿಯೊಬ್ಬ ರೈತರಿಗೂ ಉಪಯೋಗವಾಗುವ ಯೋಜನೆ ನೀಡಿದ್ದಾರೆ. ಕುಣಿಗಲ್ ತಾಲೂಕು ಕೆರೆಗಳನ್ನು ತುಂಬಿಸಲು ಆನುಕೂಲ ಮಾಡಿಕೊಟ್ಟರು ಎಂದರು.: [354, 1337, 634, 1514]
- masthead-logo-mitra: ಮಿತ್ರ: [158, 86, 193, 112]
- masthead-logo-tumakuru: ತುಮಕೂರು: [45, 86, 130, 112]
- bus-story-col2: ತಿಳಿಸುವಂತೆ ಸಮರ್ಪಕ ಬಸ್ಸುಗಳನ್ನು ಗ್ರಾಮಾಂತರ ಹಾಗೂ ನಗರಗಳಿಗೆ ಓಡಿಸುತ್ತಿಲ್ಲವೆಂದು ಸಾರ್ವಜನಿಕರು ಆರೋಪಿಸುತ್ತಿದ್ದಾರೆ.ಪಟ್ಟಣದಿಂದ ಬೆಂಗಳೂರು ನಗರ ವ್ಯಾಪ್ತಿಗೆ ಬೆಳಗಿನ ಜಾವ 5 ರಿಂದ ಸಂಜೆ 6.30 ವರೆಗೆ ಪ್ರತಿ ಗಂಟೆಗೆ ಮೂರು ಬಸ್ಸುಗಳಂತೆ ಸಂಚಾರ ವ್ಯವಸ್ಥೆಯಿದ್ದರೂ ಜಾಗ ಸಿಗದೆ ನಿಂತು ಹೋಗುವ ಅನಿವಾರ್ಯತೆ ಪ್ರತಿ ಬಸ್ಸುಗಳಲ್ಲೂ ಇರುತ್ತದೆ.ಹೊಸಗಿ ಮತ್ತು ಎಕ್ಸ್‌ಪ್ರೆಸ್ ಎಂಬ ನಾಮಫಲಕಗಳೊಂದಿಗೆ ಕೆಂಪು ಬೋರ್ಡ್ ಗಳನ್ನು ತೂಗುಹಾಕಿದ್ದರೂ ನಿಲುಗಡೆಯಿಂದ ಎಡೆಯೂರು ವರೆಗಿನ 20 ಕಿ.ಮೀ ವ್ಯಾಪ್ತಿಯಲ್ಲಿ ಹದಿನೈದಕ್ಕೂ ಹೆಚ್ಚಿನ ಕಡೆ ನಿಲುಗಡೆಯಿರುವುದರಿಂದ ಅವಧಿ ಹೆಚ್ಚುತ್ತಿದೆ.ಉಳಿದಂತೆ ಗ್ರಾಮಾಂತರ ಮಾರ್ಗಗಳಲ್ಲಿ ಬಸ್ಸುಗಳು ವೇಳಾಪಟ್ಟಿಯಂತೆ ಸಂಚರಿಸುತ್ತಿಲ್ಲ.ಶಾಲಾ ಮಕ್ಕಳು ಮತ್ತು ಕಾರ್ಮಿಕರು ನಿಂತು ಪ್ರಯಾಣಿಸುವ ದೃಶ್ಯ ದಿನನಿತ್ಯದ ಸಂಗತಿಯಾಗಿದೆ. ಇನ್ನೂ ಗ್ರಾಮಾಂತರ ವ್ಯಾಪ್ತಿಯಲ್ಲಿ ತಿಪಟೂರು – ತುರುವೇಕೆರೆ, ಕೆ.ಬಿ.ಕ್ರಾಸ್-ತುರುವೇಕೆರೆ, ಕಲ್ಲೂರು-ತುರುವೇಕೆರೆ, ದಂಡಿನಶಿವರ-ತುರುವೇಕೆರೆ,: [315, 658, 575, 937]
- ganja-headline-line2: ಮೂವರ ಬಂಧನ: [1128, 196, 1358, 242]
- veerashaiva-meeting-photo: [348, 1669, 941, 1951]
- ganja-story-body: ಮಧುಗಿರಿ : ಗಾಂಜಾ ಮಾರಾಟದಲ್ಲಿ ತೊಡಗಿದ್ದ ವ್ಯಕ್ತಿಯನ್ನು ಮಧುಗಿರಿ ಪೊಲೀಸರು ಬಂಧಿಸಿರುವ ಘಟನೆ ಗುರುವಾರ ತಾಲ್ಲೂಕಿನ ಸಿದ್ದಾಪುರ ಗೊಲ್ಲರಹಟ್ಟಿ ಕ್ರಾಸ್ ಬಳಿ ನಡೆದಿದೆ. ಪಟ್ಟಣದ ಮೊದಲನೇ ವಾರ್ಡ್ ನಿವಾಸಿ ಮೊಹಮ್ಮದ್ ಹರ್ಷ (24) ಬಂಧಿತ ಆರೋಪಿ. ಗುಟ್ಕಾ ವ್ಯಾಪಾರದ ಜೊತೆಗೆ ಗಾಂಜಾ ವ್ಯಾಪಾರ ಮಾಡುತ್ತಿದ್ದರು. ಮಧುಗಿರಿ ಪಿಎಸ್ ಐ ವಿಜಯಕುಮಾರ್ ಖಚಿತ ಮಾಹಿತಿ ಮೇರೆಗೆ ದಾಳಿ ನಡೆಸಿ 250 ಗ್ರಾಂ ಗಾಂಜಾವನ್ನು ವಶಪಡಿಸಿಕೊಂಡು ಆತನನ್ನು ಬಂಧಿಸಿದ್ದಾರೆ. ಮಧುಗಿರಿ ತಾಲ್ಲೂಕಿನ ಚಿಕ್ಕನಹಳ್ಳಿಯ ಆಡೋಬಿ ಲಕ್ಷ್ಮಿನರಸಿಂಹ ಸ್ವಾಮಿ ದೇವಸ್ಥಾನ ರಸ್ತೆಯಲ್ಲಿ ಇದ್ದುದ ಗಾಂಜಾ ಮಾರಾಟ ಮಾಡುತ್ತಿದ್ದವರನ್ನು ಬಡವನಹಳ್ಳಿ ಪೊಲೀಸರು ಬಂಧಿಸಿದ್ದಾರೆ. ಬಡವನಹಳ್ಳಿ ಗ್ರಾಮದ ಜನತಾ ಕಾಲೋನಿಯ ತಿಪ್ಪೇಶ್ , ಗಾಂಧಿನಗರದ ಜಬಾಲ್ ಬಂಧಿತ ಆರೋಪಿಗಳು. ಇವರಿಂದ 300 ಗ್ರಾಂ ಗಾಂಜಾ ಸೊಪ್ಪನ್ನು ವಶಪಡಿಸಿಕೊಂಡು ಚಿಕ್ಕನಹಳ್ಳಿಯ ಆಡೋಬಿ ಲಕ್ಷ್ಮಿನರಸಿಂಹಸ್ವಾಮಿ ದೇವಸ್ಥಾನ ರಸ್ತೆಯಲ್ಲಿ ಮಾರಾಟ ಮಾಡಲು ಇಟ್ಟುಕೊಂಡಿದ್ದಾಗ, ಬಡವನಹಳ್ಳಿ ಪೊಲೀಸರು ಇವರನ್ನು ಬಂಧಿಸಿ ಪ್ರಕರಣ ದಾಖಲಿಸಿಕೊಂಡಿದ್ದಾರೆ.: [1128, 268, 1468, 506]
- suresh-headline: ಮಾಜಿ ಸಂಸದ ಡಿ.ಕೆ.ಸುರೇಶ್ ಹುಟ್ಟು ಹಬ್ಬ : ರೋಗಿಗಳಿಗೆ ಹಾಲು-ಹಣ್ಣು ವಿತರಣೆ: [50, 1008, 787, 1039]
- health-camp-photo-sign-text: LITERA: [962, 1792, 1016, 1808]
- masthead: [45, 84, 1468, 117]
- bus-story-col3: ವ್ಯಾಪ್ತಿಯಲ್ಲಿ ಪ್ರತಿ ಅರ್ಧಗಂಟೆಗೆ ಸಂಜೆ ವೇಳೆಯಲ್ಲಿ ಬಸ್ಸುಗಳನ್ನು ಓಡಿಸುತ್ತೇವೆ ಎಂದು ಅಧಿಕಾರಿಗಳು ಹೇಳುವುದಾದರೂ ಜನರ ಪರದಾಡುವುದು ತಪ್ಪಿಲ್ಲ. ನಾಗರಿಕ ಸೌಲಭ್ಯ-ದಿನನಿತ್ಯ ವಿದ್ಯಾರ್ಥಿ ಹಾಗೂ ಪ್ರಯಾಣಿಕರು ಒಳಗೊಂಡಂತೆ ಸುಮಾರು ಎಂಟು ಸಾವಿರ ಮಂದಿ ರಾಜ್ಯ ರಸ್ತೆ ಸಾರಿಗೆ ನಿಲ್ದಾಣವನ್ನು ಅವಲಂಬಿಸಿದ್ದು ಪ್ರಯಾಣಿಕರಿಗೆ ಅನುಗುಣವಾಗಿ ಮೂಲಭೂತ ಸೌಕರ್ಯ ಕೊಡಬೇಕು ಎಂದು ಕಾಣುತ್ತಿದೆ.ಮಹಿಳೆ ಹಾಗೂ ಶಾಲಾ ಮಕ್ಕಳಿಗೆ ಶೌಚಾಲಯದ ವ್ಯವಸ್ಥೆ ಇಲ್ಲದಿರುವುದು ಕೂಡ ಕಳವಳಕಾರಿ. ಕೋಡಿಗೇನಹಳ್ಳಿ ವ್ಯಾಪ್ತಿಯಲ್ಲಿ ಶೌಚಾಲಯ ಕೆಡವಿ ಹೊಸ ಕಟ್ಟಡ ನಿರ್ಮಿಸುವುದಾಗಿ ಹೇಳಿದ್ದರೂ ಸರಿಪಡಿಸಿಲ್ಲ. ಮಹಿಳಾ ಪ್ರಯಾಣಿಕರು, ವಿದ್ಯಾರ್ಥಿನಿಯರು ರಸ್ತೆ ಬದಿಯಲ್ಲಿ ಕಾಯಬೇಕಾದ ಪರಿಸ್ಥಿತಿಯಿದೆ. ಸಾರಿಗೆ ಸಚಿವರು ಹಾಗೂ ಉನ್ನತಾಧಿಕಾರಿಗಳು ಕೂಡಲೇ ಗಮನಹರಿಸಿ ಗ್ರಾಮಾಂತರ ಮಾರ್ಗಗಳಿಗೆ ಹೆಚ್ಚುವರಿ ಬಸ್ಸುಗಳನ್ನು ಓಡಿಸಬೇಕು. ಇನ್ನೂ ಮಾತ್ರವಲ್ಲದೆ ಹೈಸ್ ಅಳವಡಿಸದ ಕಾರಣ ಗ್ರಾಹಕರಿಗೆ ಉಳಿದ್ದು ತೊಂದರೆಯಾಗುತ್ತಿದ್ದು ಕೂಡಲೇ ಸುತ್ತಮುತ್ತಲಿನ ಹಳ್ಳಿಗಳಿಗೆ ಹೆಚ್ಚು ಬಸ್ಸುಗಳನ್ನು ಒದಗಿಸಬೇಕು ಎಂದು ನಾಗರಿಕರು ಒತ್ತಾಯಿಸಿದ್ದಾರೆ.: [584, 658, 844, 978]
- ganja-headline-line1: ಗಾಂಜಾ ಮಾರಾಟ ಮಾಡುತ್ತಿದ್ದ: [1128, 137, 1415, 170]
- bus-story-headline: ಬಸ್ಸುಗಳ ಕೊರತೆಯಿಂದ ತಾಲ್ಲೋಕಿನ ಜನತೆ ಹೈರಾಣಾ: [45, 133, 928, 191]
- masthead-page-number: Page: 2: [1363, 90, 1437, 110]
- gangasandra-story-col2: ಪ್ರೇರಣೆಯಾಗಿದ್ದಾರೆ. ಆದೇ ದಾರಿಯಲ್ಲಿ ಸಾಗುತ್ತಿದ್ದೇವೆ ಎಂದು ಹೇಳಿ ತಮ್ಮ ಅವಧಿಯಲ್ಲಿ ಮಾಡಿರುವ ಸೇವಾ ಕಾರ್ಯಗಳನ್ನು ಸಭೆಗೆ ವಿವರಿಸಿದರು. ಸಮಿತಿಯ ಗೌರವ ಕಾರ್ಯದರ್ಶಿ ಆರ್.ಪಿ.ರೇಣುಕಾರಾಧ್ಯ ಮಾತನಾಡಿ, ದಾಸೋಹಕ್ಕೆ ಹೆಸರಾದ ವೀರಶೈವ ಸಮಾಜ ಕೊರೊನಾ ಲಾಕ್‌ಡೌನ್ ಸಂದರ್ಭದಲ್ಲಿ ನಗರದಲ್ಲಿ ದಾಸೋಹ ನಡೆಸಿ ಹಸಿದವರಿಗೆ ಅನ್ನದಾನ ಮಾಡಿದೆ. ಕುಂಬಳಕಾಯಿ ನೀರು, ನಿರ್ಗತಿಕರಿಗೆ ಆಹಾರದ ಕಿಟ್ ವಿತರಣೆ ಮಾಡಲಾಗಿದೆ. ಹೀಗೆ ರಾಜ್ಯಮಟ್ಟದಲ್ಲಿ ಹಲವು ಕಾರ್ಯಕ್ರಮ ನಡೆಸಿದೆ. ಸಮಾಜದ ಅಧ್ಯಕ್ಷ ಟಿ.ಬಿ.ಶೇಖರ್, ಉಪಾಧ್ಯಕ್ಷ ಎಸ್.ಜಿ.ಚಂದ್ರಮೌಳಿ ಹಾಗೂ ನಿರ್ದೇಶಕರು ಸಮಾಜಕ್ಕೆ ಸೇವೆ ಸಲ್ಲಿಸಿ ಕಾರ್ಯಗಳನ್ನು ಯಶಸ್ವಿಯಾಗಿ ನೆರವೇರಿಸಿ ಜಿಲ್ಲಾಮಟ್ಟದ ಹಾಗೂ ಸರ್ಕಾರದ ಪ್ರಶಂಸೆಗೆ ಪಾತ್ರವಾಗಿದ್ದಾರೆ. ಇದಲ್ಲದೆ ಸಮಾಜದಿಂದ ನಿರ್ವಹಿಸುವ ವಿವಿಧ ಧಾರ್ಮಿಕ, ಸೇವಾ ಕಾರ್ಯಗಳು, ಸಮಾಜದ ಅಂಗಸಂಸ್ಥೆಗಳ ವಿವಿಧ ಕಾರ್ಯಚಟುವಟಿಕೆಗಳನ್ನು ವಿವರಿಸಿದರು. 2024-25ನೇ ಸಾಲಿನ ಆಯ-ವ್ಯಯ ಮಂಡನೆ ಮಾಡಿ ಸರ್ವಸದಸ್ಯರ ಅನುಮೋದನೆ ಪಡೆಯಲಾಯಿತು.: [348, 1963, 637, 2221]
- gangasandra-subheadline-banner: [45, 1604, 941, 1660]
- sheep-goat-training-headline: ಕುರಿ/ಮೇಕೆ ಸಾಕಾಣಿಕೆ ತರಬೇತಿ: [1128, 648, 1404, 679]
- gangasandra-story-col1a: ತುಮಕೂರು: ನಗರದ ಗಂಗಸಂದ್ರದಲ್ಲಿ 6 ಎಕರೆ ಜಾಗದಲ್ಲಿ ನೂತನವಾಗಿ ಸುಸಜ್ಜಿತವಾಗಿ ರುದ್ರವನವನ್ನು ವೀರಶೈವ ಸಮಾಜದಿಂದ ನಿರ್ಮಾಣ ಮಾಡಿದ್ದು, ಅಲ್ಲಿ ಸಿದ್ದೇಶ್ವರ ದೇವಾಲಯ ಸ್ಥಾಪನೆ ಮಾಡಿ, ಎಂಟು ದಿಕ್ಕುಗಳಲ್ಲಿ ಲಿಂಗಮುದ್ರೆ ಕಲ್ಲುಗಳನ್ನು ನೆಟ್ಟು ಲೋಕಾರ್ಪಣೆ ಮಾಡಲಾಗಿದೆ. ಶವಸಂಸ್ಕಾರಕ್ಕಾಗಿ ಸಮಾಜದವರು ಈ ರುದ್ರಭೂಮಿಯನ್ನು ಬಳಸಿಕೊಳ್ಳಬಹುದು ಎಂದು ನಗರ ವೀರಶೈವ ಸಮಾಜ ಸೇವಾ ಸಮಿತಿ ಅಧ್ಯಕ್ಷ ಟಿ.ಬಿ.ಶೇಖರ್ ಹೇಳಿದರು.: [45, 1672, 339, 1788]
- gangasandra-subheadline: ಶವಸಂಸ್ಕಾರದ ಉಚಿತ ಸೇವೆ ಮುಂದುವರೆಸಲು ಸಮಾಜ ತೀರ್ಮಾನ: [54, 1613, 650, 1644]
